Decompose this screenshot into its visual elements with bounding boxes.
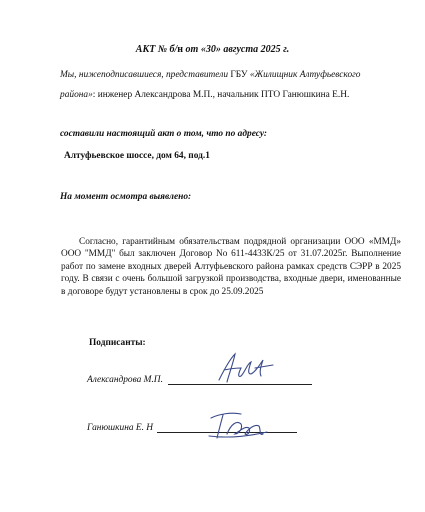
intro-line-1: Мы, нижеподписавшиеся, представители ГБУ «Жилищник Алтуфьевского — [60, 70, 361, 80]
signature-1-image — [215, 350, 275, 386]
signers-heading: Подписанты: — [89, 338, 146, 348]
intro-line-2: района»: инженер Александрова М.П., начальник ПТО Ганюшкина Е.Н. — [60, 90, 350, 100]
signature-2-image — [205, 408, 270, 442]
document-title: АКТ № б/н от «30» августа 2025 г. — [135, 44, 290, 55]
signer-2-name: Ганюшкина Е. Н — [87, 423, 154, 433]
compose-statement: составили настоящий акт о том, что по адресу: — [60, 129, 267, 139]
findings-heading: На момент осмотра выявлено: — [60, 192, 192, 202]
signer-1-name: Александрова М.П. — [87, 375, 163, 385]
address-text: Алтуфьевское шоссе, дом 64, под.1 — [64, 151, 210, 161]
findings-paragraph: Согласно, гарантийным обязательствам подрядной организации ООО «ММД» ООО "ММД" был заключен Договор No 611-4433К/25 от 31.07.2025г. Выполнение работ по замене входных дверей Алтуфьевского района рамках средств СЭРР в 2025 году. В связи с очень большой загрузкой производства, входные двери, именованные в договоре будут установлены в срок до 25.09.2025 — [61, 237, 401, 297]
